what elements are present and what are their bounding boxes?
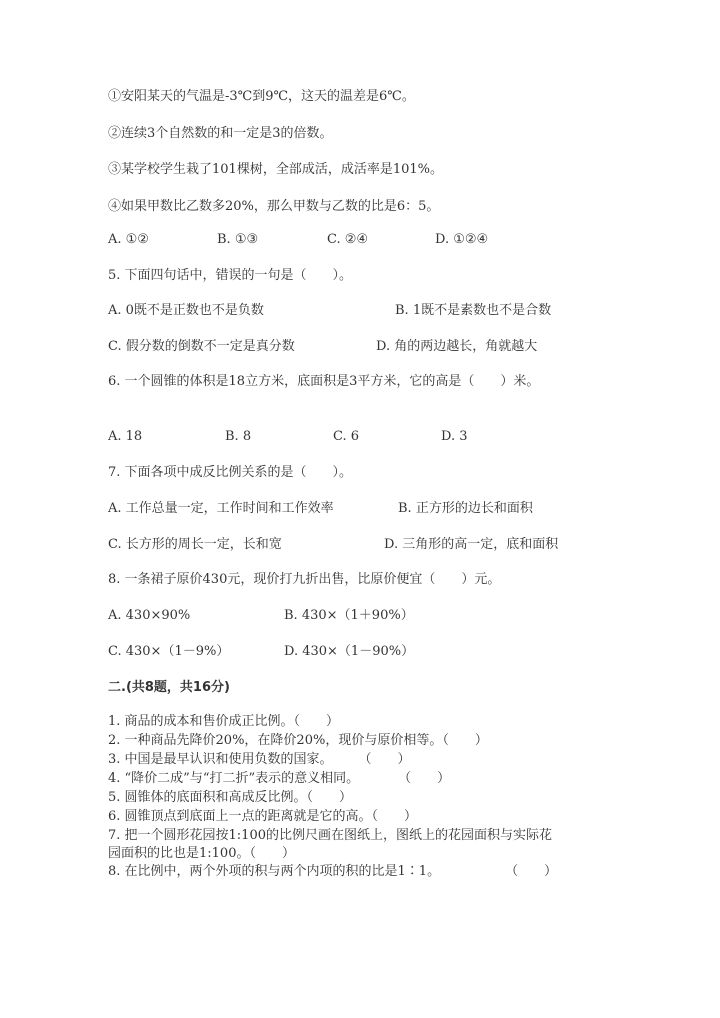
tf-item-5: 5. 圆锥体的底面积和高成反比例。（ ） <box>108 790 353 805</box>
statement-4: ④如果甲数比乙数多20%，那么甲数与乙数的比是6：5。 <box>108 199 440 214</box>
tf-item-3: 3. 中国是最早认识和使用负数的国家。 （ ） <box>108 752 411 767</box>
q5-option-a: A. 0既不是正数也不是负数 <box>108 303 264 318</box>
tf-item-7: 7. 把一个圆形花园按1:100的比例尺画在图纸上，图纸上的花园面积与实际花 <box>108 828 552 843</box>
q7-stem: 7. 下面各项中成反比例关系的是（ ）。 <box>108 465 353 480</box>
q5-option-d: D. 角的两边越长，角就越大 <box>376 339 538 354</box>
q5-option-b: B. 1既不是素数也不是合数 <box>395 303 552 318</box>
q8-stem: 8. 一条裙子原价430元，现价打九折出售，比原价便宜（ ）元。 <box>108 572 501 587</box>
q4-option-d: D. ①②④ <box>435 232 489 247</box>
q7-option-c: C. 长方形的周长一定，长和宽 <box>108 537 282 552</box>
tf-item-7-cont: 园面积的比也是1:100。（ ） <box>108 846 295 861</box>
q7-option-a: A. 工作总量一定，工作时间和工作效率 <box>108 501 334 516</box>
q5-stem: 5. 下面四句话中，错误的一句是（ ）。 <box>108 268 353 283</box>
tf-item-2: 2. 一种商品先降价20%，在降价20%，现价与原价相等。（ ） <box>108 733 488 748</box>
q4-option-b: B. ①③ <box>217 232 259 247</box>
statement-3: ③某学校学生栽了101棵树，全部成活，成活率是101%。 <box>108 162 443 177</box>
tf-item-6: 6. 圆锥顶点到底面上一点的距离就是它的高。（ ） <box>108 809 418 824</box>
q6-option-a: A. 18 <box>108 429 143 444</box>
tf-item-8: 8. 在比例中，两个外项的积与两个内项的积的比是1∶1。 （ ） <box>108 864 558 879</box>
section-heading: 二.(共8题，共16分) <box>108 680 230 695</box>
q4-option-c: C. ②④ <box>327 232 369 247</box>
q7-option-b: B. 正方形的边长和面积 <box>398 501 533 516</box>
q8-option-b: B. 430×（1＋90%） <box>284 608 414 623</box>
q6-option-d: D. 3 <box>441 429 468 444</box>
q5-option-c: C. 假分数的倒数不一定是真分数 <box>108 339 295 354</box>
q8-option-c: C. 430×（1－9%） <box>108 644 230 659</box>
tf-item-1: 1. 商品的成本和售价成正比例。（ ） <box>108 714 340 729</box>
q4-option-a: A. ①② <box>108 232 149 247</box>
q7-option-d: D. 三角形的高一定，底和面积 <box>384 537 559 552</box>
q8-option-a: A. 430×90% <box>108 608 191 623</box>
statement-2: ②连续3个自然数的和一定是3的倍数。 <box>108 126 333 141</box>
statement-1: ①安阳某天的气温是-3℃到9℃，这天的温差是6℃。 <box>108 89 415 104</box>
tf-item-4: 4. “降价二成”与“打二折”表示的意义相同。 （ ） <box>108 771 451 786</box>
q6-stem: 6. 一个圆锥的体积是18立方米，底面积是3平方米，它的高是（ ）米。 <box>108 374 540 389</box>
q8-option-d: D. 430×（1－90%） <box>284 644 415 659</box>
q6-option-b: B. 8 <box>225 429 252 444</box>
q6-option-c: C. 6 <box>333 429 360 444</box>
